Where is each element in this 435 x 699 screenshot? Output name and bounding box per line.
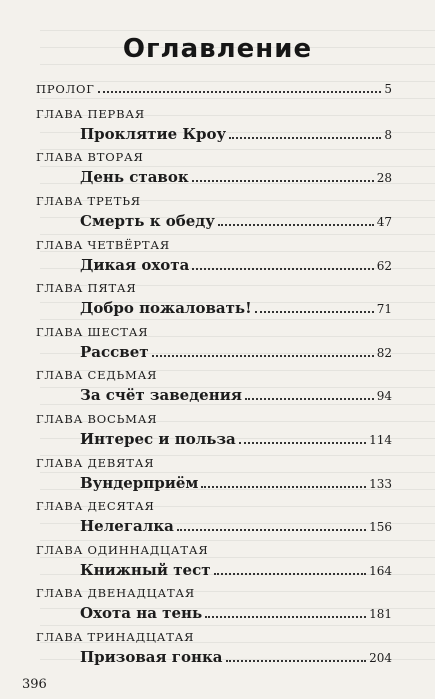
page-number: 94 <box>376 389 392 403</box>
chapter-title: Интерес и польза <box>80 430 236 448</box>
toc-entry[interactable] <box>80 515 392 535</box>
page-number: 204 <box>369 651 392 665</box>
chapter-label: ГЛАВА ДЕВЯТАЯ <box>36 456 155 470</box>
chapter-title: Проклятие Кроу <box>80 125 227 143</box>
chapter-label: ГЛАВА ТРЕТЬЯ <box>36 194 141 208</box>
toc-entry[interactable] <box>80 384 392 404</box>
chapter-title: Смерть к обеду <box>80 212 215 230</box>
page-number: 8 <box>384 128 392 142</box>
toc-entry[interactable] <box>80 472 392 492</box>
chapter-title: Дикая охота <box>80 256 190 274</box>
chapter-label: ГЛАВА ШЕСТАЯ <box>36 325 149 339</box>
chapter-label: ГЛАВА ВОСЬМАЯ <box>36 412 158 426</box>
toc-entry[interactable] <box>80 428 392 448</box>
chapter-title: Добро пожаловать! <box>80 299 252 317</box>
dot-leader <box>218 224 374 226</box>
toc-entry-prolog[interactable] <box>36 80 392 96</box>
page-number: 47 <box>376 215 392 229</box>
toc-entry[interactable] <box>80 646 392 666</box>
chapter-label: ГЛАВА ВТОРАЯ <box>36 150 144 164</box>
toc-entry[interactable] <box>80 559 392 579</box>
page-number: 181 <box>369 607 392 621</box>
dot-leader <box>239 442 366 444</box>
prolog-label: ПРОЛОГ <box>36 82 95 96</box>
dot-leader <box>201 486 366 488</box>
chapter-title: Призовая гонка <box>80 648 223 666</box>
page-title: Оглавление <box>122 34 313 64</box>
page-number: 133 <box>369 477 392 491</box>
chapter-label: ГЛАВА ТРИНАДЦАТАЯ <box>36 630 195 644</box>
chapter-title: День ставок <box>80 168 189 186</box>
dot-leader <box>192 268 373 270</box>
dot-leader <box>255 311 374 313</box>
dot-leader <box>205 616 366 618</box>
dot-leader <box>226 660 367 662</box>
page-number: 82 <box>376 346 392 360</box>
chapter-label: ГЛАВА СЕДЬМАЯ <box>36 368 158 382</box>
chapter-title: За счёт заведения <box>80 386 242 404</box>
chapter-label: ГЛАВА ДВЕНАДЦАТАЯ <box>36 586 196 600</box>
page-number: 5 <box>384 82 392 96</box>
toc-entry[interactable] <box>80 297 392 317</box>
chapter-label: ГЛАВА ДЕСЯТАЯ <box>36 499 155 513</box>
chapter-title: Рассвет <box>80 343 149 361</box>
page-number: 71 <box>376 302 392 316</box>
dot-leader <box>98 91 382 93</box>
chapter-label: ГЛАВА ЧЕТВЁРТАЯ <box>36 238 170 252</box>
chapter-title: Нелегалка <box>80 517 174 535</box>
toc-entry[interactable] <box>80 254 392 274</box>
chapter-title: Охота на тень <box>80 604 203 622</box>
dot-leader <box>192 180 374 182</box>
chapter-label: ГЛАВА ПЯТАЯ <box>36 281 137 295</box>
page-number: 114 <box>369 433 392 447</box>
chapter-title: Книжный тест <box>80 561 211 579</box>
dot-leader <box>177 529 366 531</box>
toc-entry[interactable] <box>80 210 392 230</box>
page-number: 28 <box>376 171 392 185</box>
dot-leader <box>214 573 367 575</box>
toc-entry[interactable] <box>80 341 392 361</box>
chapter-title: Вундерприём <box>80 474 199 492</box>
chapter-label: ГЛАВА ОДИННАДЦАТАЯ <box>36 543 209 557</box>
dot-leader <box>229 137 381 139</box>
page-number: 156 <box>369 520 392 534</box>
page-number: 164 <box>369 564 392 578</box>
folio-page-number: 396 <box>22 677 47 692</box>
dot-leader <box>152 355 374 357</box>
dot-leader <box>245 398 374 400</box>
page-number: 62 <box>376 259 392 273</box>
toc-entry[interactable] <box>80 123 392 143</box>
toc-entry[interactable] <box>80 166 392 186</box>
toc-entry[interactable] <box>80 602 392 622</box>
chapter-label: ГЛАВА ПЕРВАЯ <box>36 107 145 121</box>
